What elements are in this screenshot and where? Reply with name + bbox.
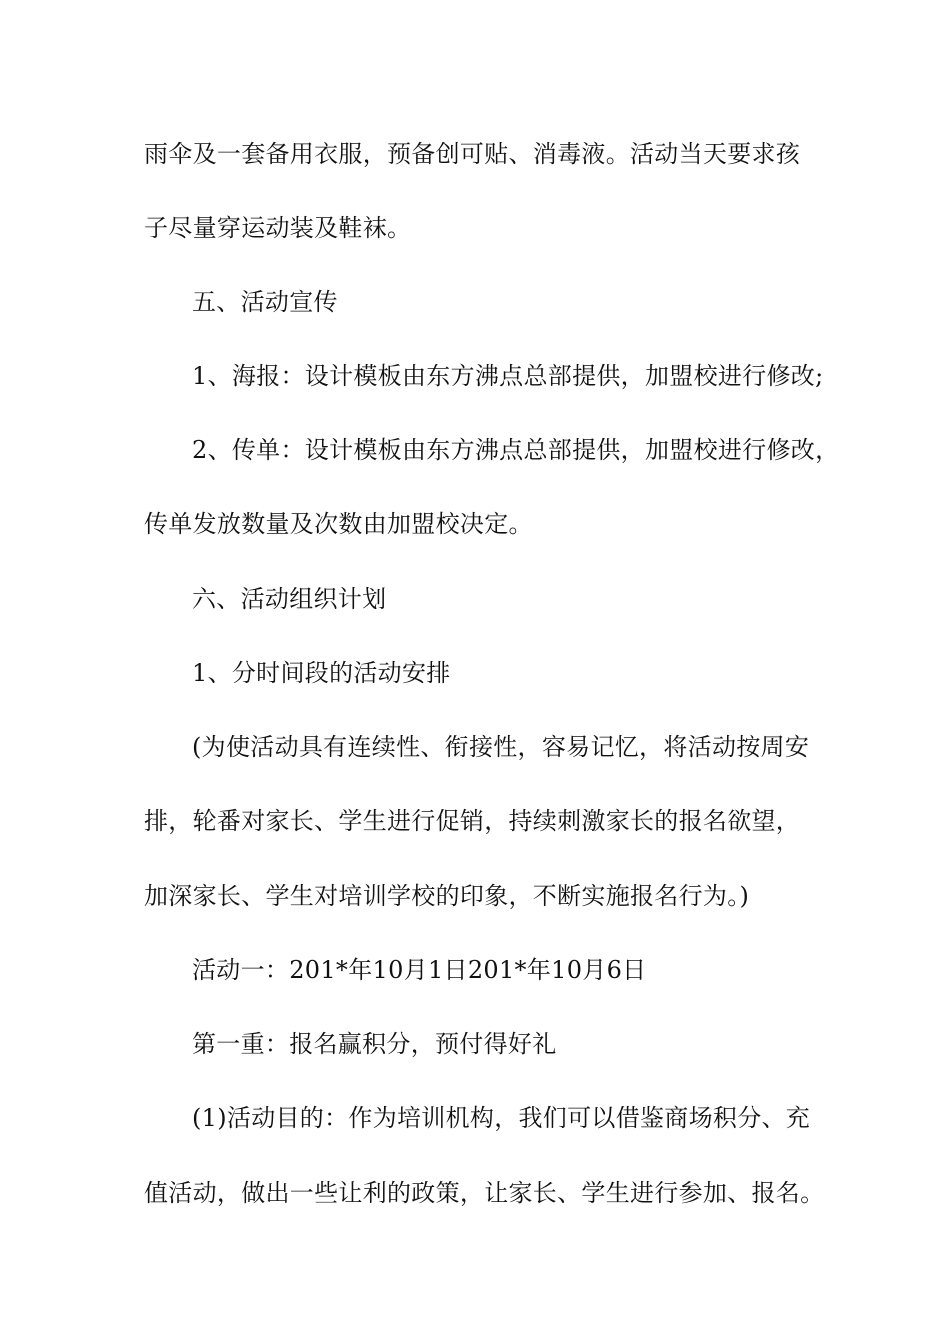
body-text-line: 排，轮番对家长、学生进行促销，持续刺激家长的报名欲望， [144, 807, 801, 835]
activity-date-line: 活动一：201*年10月1日201*年10月6日 [192, 956, 647, 984]
body-text-line: 子尽量穿运动装及鞋袜。 [144, 214, 412, 242]
list-item-poster: 1、海报：设计模板由东方沸点总部提供，加盟校进行修改; [192, 362, 824, 390]
body-text-line: (为使活动具有连续性、衔接性，容易记忆，将活动按周安 [192, 733, 810, 761]
body-text-line: 值活动，做出一些让利的政策，让家长、学生进行参加、报名。 [144, 1179, 825, 1207]
body-text-line: 传单发放数量及次数由加盟校决定。 [144, 510, 533, 538]
section-heading-plan: 六、活动组织计划 [192, 585, 387, 613]
list-item-flyer: 2、传单：设计模板由东方沸点总部提供，加盟校进行修改， [192, 436, 840, 464]
activity-title-line: 第一重：报名赢积分，预付得好礼 [192, 1030, 557, 1058]
section-heading-promotion: 五、活动宣传 [192, 288, 338, 316]
subsection-heading: 1、分时间段的活动安排 [192, 659, 451, 687]
body-text-line: 雨伞及一套备用衣服，预备创可贴、消毒液。活动当天要求孩 [144, 140, 801, 168]
body-text-line: 加深家长、学生对培训学校的印象，不断实施报名行为。) [144, 882, 750, 910]
body-text-line: (1)活动目的：作为培训机构，我们可以借鉴商场积分、充 [192, 1104, 811, 1132]
